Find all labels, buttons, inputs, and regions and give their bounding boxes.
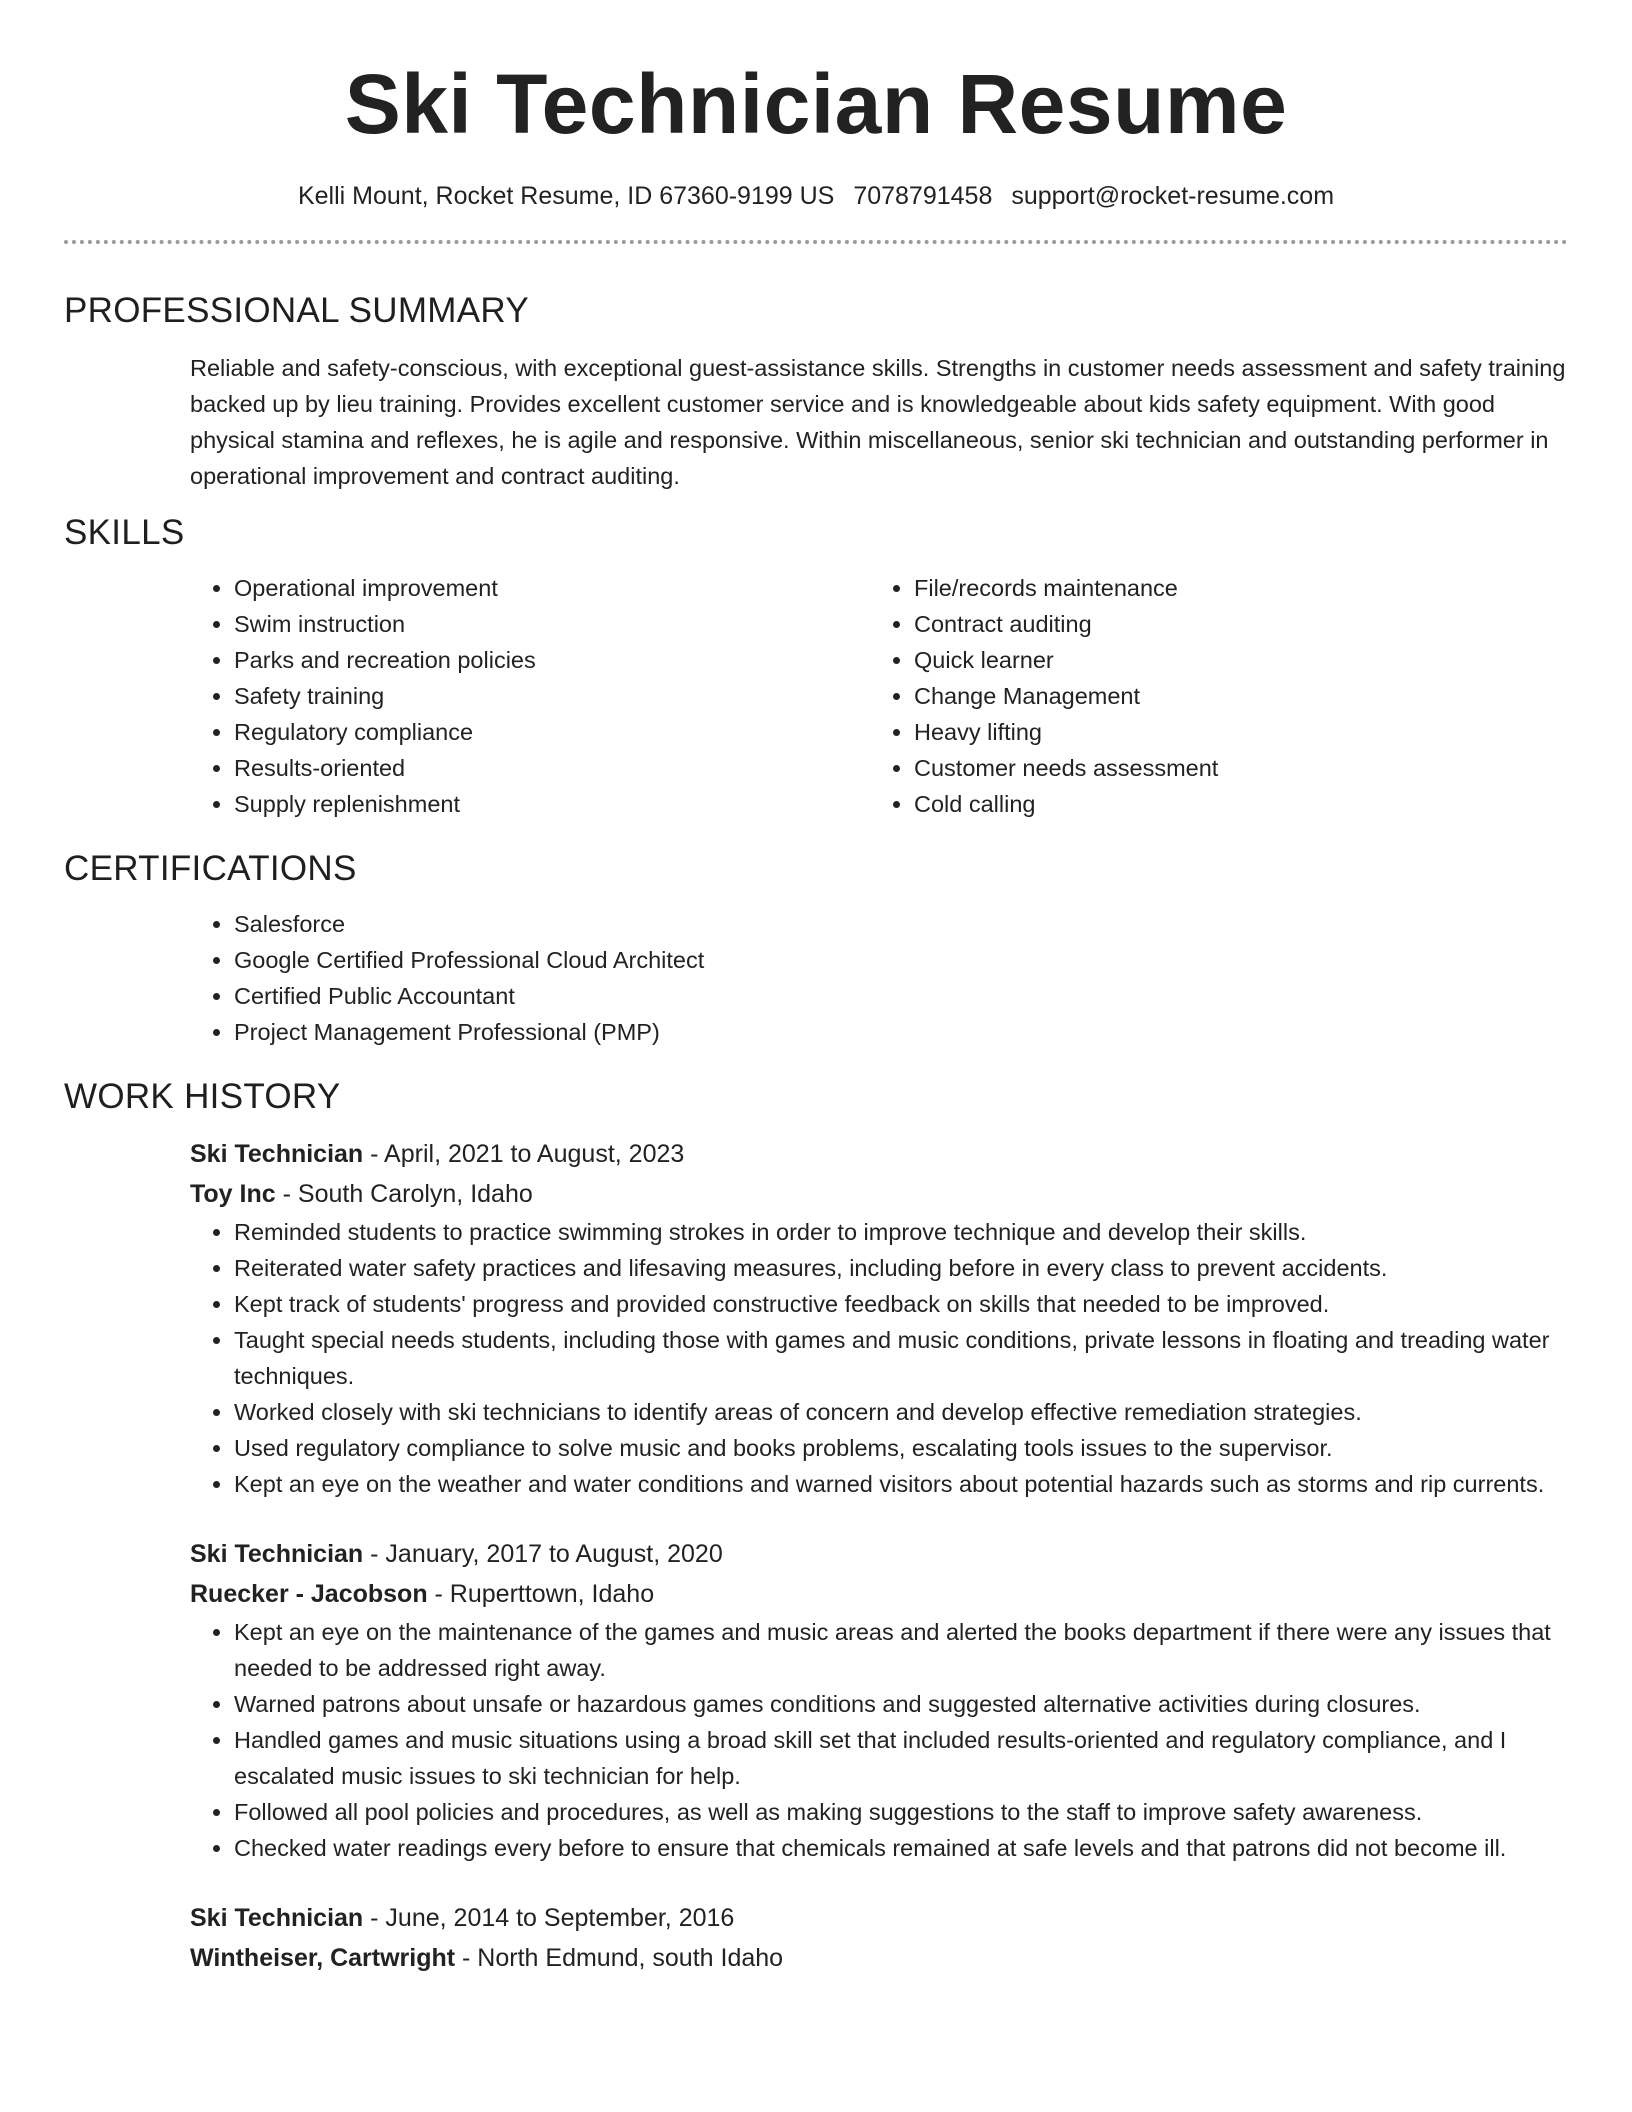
job-title-line — [190, 1134, 1568, 1174]
job-title: Ski Technician — [190, 1140, 364, 1168]
skill-item: • Change Management — [914, 678, 1550, 714]
skill-item: • Cold calling — [914, 786, 1550, 822]
job-title-line — [190, 1898, 1568, 1938]
contact-phone: 7078791458 — [853, 182, 993, 210]
job-bullet: • Used regulatory compliance to solve music and books problems, escalating tools issues to the supervisor. — [234, 1430, 1568, 1466]
skill-item: • Parks and recreation policies — [234, 642, 870, 678]
skill-item: • File/records maintenance — [914, 570, 1550, 606]
job-title: Ski Technician — [190, 1904, 364, 1932]
job-bullet: • Checked water readings every before to ensure that chemicals remained at safe levels and that patrons did not become ill. — [234, 1830, 1568, 1866]
summary-heading: PROFESSIONAL SUMMARY — [64, 291, 529, 330]
work-history-section — [64, 1076, 1568, 1978]
skill-item: • Contract auditing — [914, 606, 1550, 642]
job-company: Wintheiser, Cartwright — [190, 1944, 456, 1972]
skill-item: • Safety training — [234, 678, 870, 714]
skill-item: • Regulatory compliance — [234, 714, 870, 750]
job-bullet: • Kept an eye on the maintenance of the games and music areas and alerted the books department if there were any issues that needed to be addressed right away. — [234, 1614, 1568, 1686]
skills-columns — [190, 570, 1568, 822]
job-company: Ruecker - Jacobson — [190, 1580, 428, 1608]
skills-heading: SKILLS — [64, 513, 185, 552]
contact-line — [64, 180, 1568, 212]
job-bullet: • Handled games and music situations using a broad skill set that included results-oriented and regulatory compliance, and I escalated music issues to ski technician for help. — [234, 1722, 1568, 1794]
job-bullet: • Reiterated water safety practices and lifesaving measures, including before in every class to prevent accidents. — [234, 1250, 1568, 1286]
certifications-list — [190, 906, 1568, 1050]
certification-item: • Certified Public Accountant — [234, 978, 1568, 1014]
job-location: - Ruperttown, Idaho — [427, 1580, 655, 1608]
skill-item: • Operational improvement — [234, 570, 870, 606]
skill-item: • Supply replenishment — [234, 786, 870, 822]
job-bullet: • Warned patrons about unsafe or hazardous games conditions and suggested alternative activities during closures. — [234, 1686, 1568, 1722]
job-dates: - June, 2014 to September, 2016 — [363, 1904, 735, 1932]
contact-email: support@rocket-resume.com — [1011, 182, 1335, 210]
job-entry — [190, 1534, 1568, 1866]
skills-section — [64, 512, 1568, 822]
contact-address: Kelli Mount, Rocket Resume, ID 67360-9199 US — [297, 182, 835, 210]
header-divider — [64, 240, 1568, 244]
job-entry — [190, 1134, 1568, 1502]
job-bullets — [190, 1214, 1568, 1502]
job-dates: - April, 2021 to August, 2023 — [363, 1140, 685, 1168]
certification-item: • Salesforce — [234, 906, 1568, 942]
skill-item: • Quick learner — [914, 642, 1550, 678]
job-bullet: • Kept an eye on the weather and water conditions and warned visitors about potential hazards such as storms and rip currents. — [234, 1466, 1568, 1502]
job-company-line — [190, 1174, 1568, 1214]
work-history-heading: WORK HISTORY — [64, 1077, 341, 1116]
resume-title: Ski Technician Resume — [344, 57, 1288, 151]
skill-item: • Swim instruction — [234, 606, 870, 642]
certification-item: • Google Certified Professional Cloud Architect — [234, 942, 1568, 978]
certifications-heading: CERTIFICATIONS — [64, 849, 357, 888]
job-location: - South Carolyn, Idaho — [275, 1180, 533, 1208]
job-company-line — [190, 1574, 1568, 1614]
skill-item: • Results-oriented — [234, 750, 870, 786]
skills-column-right — [870, 570, 1550, 822]
job-company: Toy Inc — [190, 1180, 276, 1208]
job-bullet: • Worked closely with ski technicians to identify areas of concern and develop effective remediation strategies. — [234, 1394, 1568, 1430]
skill-item: • Heavy lifting — [914, 714, 1550, 750]
skills-column-left — [190, 570, 870, 822]
certification-item: • Project Management Professional (PMP) — [234, 1014, 1568, 1050]
job-bullet: • Reminded students to practice swimming strokes in order to improve technique and develop their skills. — [234, 1214, 1568, 1250]
job-bullet: • Followed all pool policies and procedures, as well as making suggestions to the staff to improve safety awareness. — [234, 1794, 1568, 1830]
job-title-line — [190, 1534, 1568, 1574]
summary-text: Reliable and safety-conscious, with exceptional guest-assistance skills. Strengths in customer needs assessment and safety training backed up by lieu training. Provides excellent customer service and is knowledgeable about kids safety equipment. With good physical stamina and reflexes, he is agile and responsive. Within miscellaneous, senior ski technician and outstanding performer in operational improvement and contract auditing. — [190, 355, 1566, 489]
job-bullets — [190, 1614, 1568, 1866]
job-company-line — [190, 1938, 1568, 1978]
summary-section — [64, 290, 1568, 494]
job-bullet: • Kept track of students' progress and provided constructive feedback on skills that needed to be improved. — [234, 1286, 1568, 1322]
job-entry — [190, 1898, 1568, 1978]
job-title: Ski Technician — [190, 1540, 364, 1568]
certifications-section — [64, 848, 1568, 1050]
job-bullet: • Taught special needs students, including those with games and music conditions, private lessons in floating and treading water techniques. — [234, 1322, 1568, 1394]
job-dates: - January, 2017 to August, 2020 — [363, 1540, 723, 1568]
job-location: - North Edmund, south Idaho — [455, 1944, 784, 1972]
skill-item: • Customer needs assessment — [914, 750, 1550, 786]
certifications-list-wrap — [190, 906, 1568, 1050]
